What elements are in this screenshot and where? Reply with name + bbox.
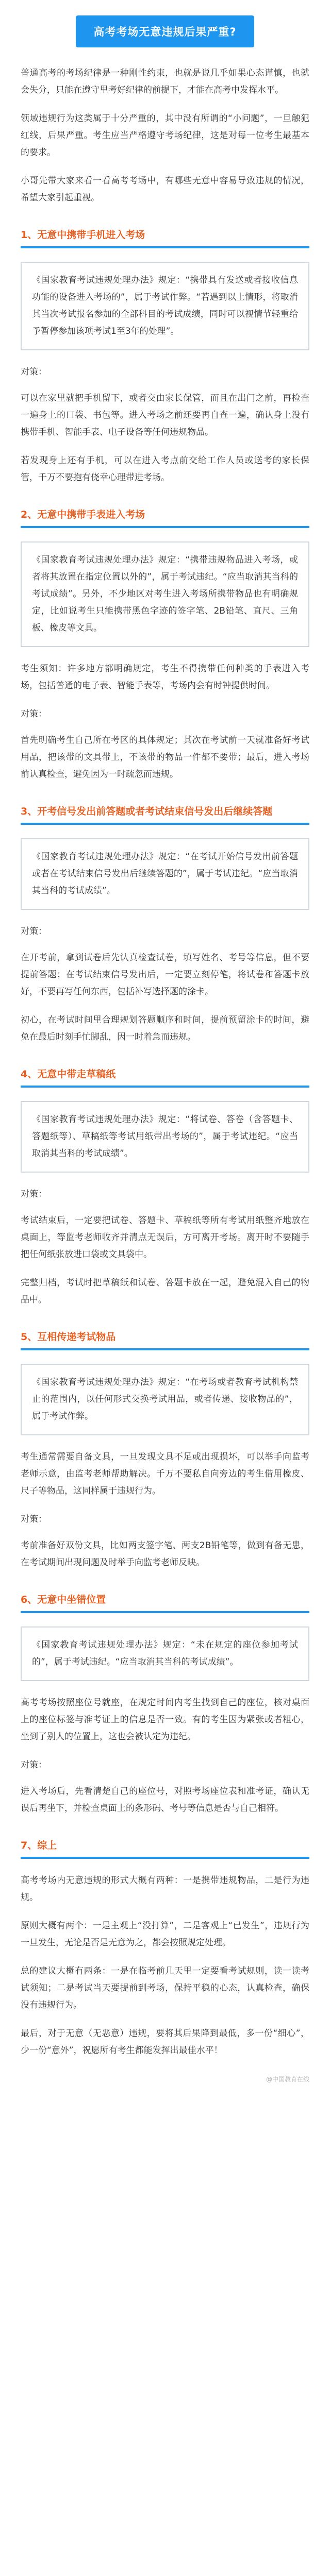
section-paragraph: 完整归档，考试时把草稿纸和试卷、答题卡放在一起，避免混入自己的物品中。: [21, 1278, 309, 1305]
section-title: 1、无意中携带手机进入考场: [21, 229, 145, 241]
intro-block: [21, 65, 309, 207]
regulation-quote-box: 《国家教育考试违规处理办法》规定：“在考试开始信号发出前答题或者在考试结束信号发出后继续答题的”，属于考试违纪。“应当取消其当科的考试成绩”。: [21, 838, 309, 910]
section-paragraph: 最后，对于无意（无恶意）违规，要将其后果降到最低，多一份“细心”，少一份“意外”，祝愿所有考生都能发挥出最佳水平！: [21, 2028, 309, 2056]
intro-paragraph: 普通高考的考场纪律是一种刚性约束，也就是说几乎如果心态谨慎，也就会失分，只能在遵守里考好纪律的前提下，才能在高考中发挥水平。: [21, 68, 309, 95]
section: [21, 1838, 309, 2059]
countermeasure-label: 对策：: [21, 926, 47, 937]
section-title: 4、无意中带走草稿纸: [21, 1069, 116, 1080]
regulation-quote-box: 《国家教育考试违规处理办法》规定：“将试卷、答卷（含答题卡、答题纸等）、草稿纸等考试用纸带出考场的”，属于考试违纪。“应当取消其当科的考试成绩”。: [21, 1101, 309, 1173]
countermeasure-label: 对策：: [21, 1514, 47, 1524]
regulation-quote-box: 《国家教育考试违规处理办法》规定：“携带违规物品进入考场，或者将其放置在指定位置以外的”，属于考试违纪。“应当取消其当科的考试成绩”。另外，不少地区对考生进入考场所携带物品也有明确规定，比如说考生只能携带黑色字迹的签字笔、2B铅笔、直尺、三角板、橡皮等文具。: [21, 541, 309, 647]
section-underline: [21, 1857, 309, 1859]
section-underline: [21, 1611, 309, 1613]
countermeasure-label: 对策：: [21, 709, 47, 719]
section-title: 2、无意中携带手表进入考场: [21, 509, 145, 520]
regulation-quote-box: 《国家教育考试违规处理办法》规定：“未在规定的座位参加考试的”，属于考试违纪。“应当取消其当科的考试成绩”。: [21, 1626, 309, 1681]
section-underline: [21, 823, 309, 825]
section-paragraph: 总的建议大概有两条：一是在临考前几天里一定要看考试规则，读一读考试须知；二是考试当天要提前到考场，保持平稳的心态，认真检查，确保没有违规行为。: [21, 1966, 309, 2010]
section-paragraph: 可以在家里就把手机留下，或者交由家长保管，而且在出门之前，再检查一遍身上的口袋、书包等。进入考场之前还要再自查一遍，确认身上没有携带手机、智能手表、电子设备等任何违规物品。: [21, 393, 309, 437]
section-title: 7、综上: [21, 1840, 57, 1851]
section: [21, 507, 309, 783]
section-underline: [21, 1348, 309, 1350]
section-paragraph: 考生须知：许多地方都明确规定，考生不得携带任何种类的手表进入考场，包括普通的电子表、智能手表等，考场内会有时钟提供时间。: [21, 664, 309, 691]
section-paragraph: 考生通常需要自备文具，一旦发现文具不足或出现损坏，可以举手向监考老师示意，由监考老师帮助解决。千万不要私自向旁边的考生借用橡皮、尺子等物品，这同样属于违规行为。: [21, 1452, 309, 1496]
section-paragraph: 若发现身上还有手机，可以在进入考点前交给工作人员或送考的家长保管，千万不要抱有侥幸心理带进考场。: [21, 455, 309, 483]
countermeasure-label: 对策：: [21, 1189, 47, 1199]
regulation-quote-box: 《国家教育考试违规处理办法》规定：“在考场或者教育考试机构禁止的范围内，以任何形式交换考试用品，或者传递、接收物品的”，属于考试作弊。: [21, 1364, 309, 1435]
section: [21, 1329, 309, 1571]
section-title: 3、开考信号发出前答题或者考试结束信号发出后继续答题: [21, 806, 273, 817]
watermark: @中国教育在线: [266, 2076, 309, 2083]
section-paragraph: 考前准备好双份文具，比如两支签字笔、两支2B铅笔等，做到有备无患，在考试期间出现问题及时举手向监考老师反映。: [21, 1540, 309, 1568]
section-paragraph: 高考考场按照座位号就座，在规定时间内考生找到自己的座位，核对桌面上的座位标签与准考证上的信息是否一致。有的考生因为紧张或者粗心，坐到了别人的位置上，这也会被认定为违纪。: [21, 1698, 309, 1742]
section-paragraph: 首先明确考生自己所在考区的具体规定；其次在考试前一天就准备好考试用品，把该带的文具带上，不该带的物品一件都不要带；最后，进入考场前认真检查，避免因为一时疏忽而违规。: [21, 735, 309, 779]
section-paragraph: 在开考前，拿到试卷后先认真检查试卷，填写姓名、考号等信息，但不要提前答题；在考试结束信号发出后，一定要立刻停笔，将试卷和答题卡放好，不要再写任何东西，包括补写选择题的涂卡。: [21, 953, 309, 997]
section: [21, 1592, 309, 1817]
section-title: 6、无意中坐错位置: [21, 1594, 106, 1605]
section-underline: [21, 1086, 309, 1088]
intro-paragraph: 小哥先带大家来看一看高考考场中，有哪些无意中容易导致违规的情况，希望大家引起重视。: [21, 176, 309, 203]
section: [21, 1066, 309, 1309]
section-underline: [21, 246, 309, 248]
countermeasure-label: 对策：: [21, 1760, 47, 1770]
intro-paragraph: 领域违规行为这类属于十分严重的，其中没有所谓的“小问题”，一旦触犯红线，后果严重。考生应当严格遵守考场纪律，这是对每一位考生最基本的要求。: [21, 113, 309, 158]
section-paragraph: 原则大概有两个：一是主观上“没打算”，二是客观上“已发生”，违规行为一旦发生，无论是否是无意为之，都会按照规定处理。: [21, 1921, 309, 1948]
section-paragraph: 高考考场内无意违规的形式大概有两种：一是携带违规物品，二是行为违规。: [21, 1875, 309, 1903]
title-banner-wrap: [21, 15, 309, 47]
section-underline: [21, 526, 309, 528]
title-banner: 高考考场无意违规后果严重?: [76, 15, 254, 47]
section: [21, 804, 309, 1046]
section-paragraph: 考试结束后，一定要把试卷、答题卡、草稿纸等所有考试用纸整齐地放在桌面上，等监考老师收齐并清点无误后，方可离开考场。离开时不要随手把任何纸张放进口袋或文具袋中。: [21, 1215, 309, 1260]
section-paragraph: 进入考场后，先看清楚自己的座位号，对照考场座位表和准考证，确认无误后再坐下，并检查桌面上的条形码、考号等信息是否与自己相符。: [21, 1786, 309, 1814]
section-title: 5、互相传递考试物品: [21, 1331, 116, 1343]
regulation-quote-box: 《国家教育考试违规处理办法》规定：“携带具有发送或者接收信息功能的设备进入考场的”，属于考试作弊。“若遇到以上情形，将取消其当次考试报名参加的全部科目的考试成绩，同时可以视情节轻重给予暂停参加该项考试1至3年的处理”。: [21, 262, 309, 350]
countermeasure-label: 对策：: [21, 367, 47, 377]
section-paragraph: 初心，在考试时间里合理规划答题顺序和时间，提前预留涂卡的时间，避免在最后时刻手忙脚乱，因一时着急而违规。: [21, 1015, 309, 1042]
sections-container: [21, 227, 309, 2059]
section: [21, 227, 309, 486]
